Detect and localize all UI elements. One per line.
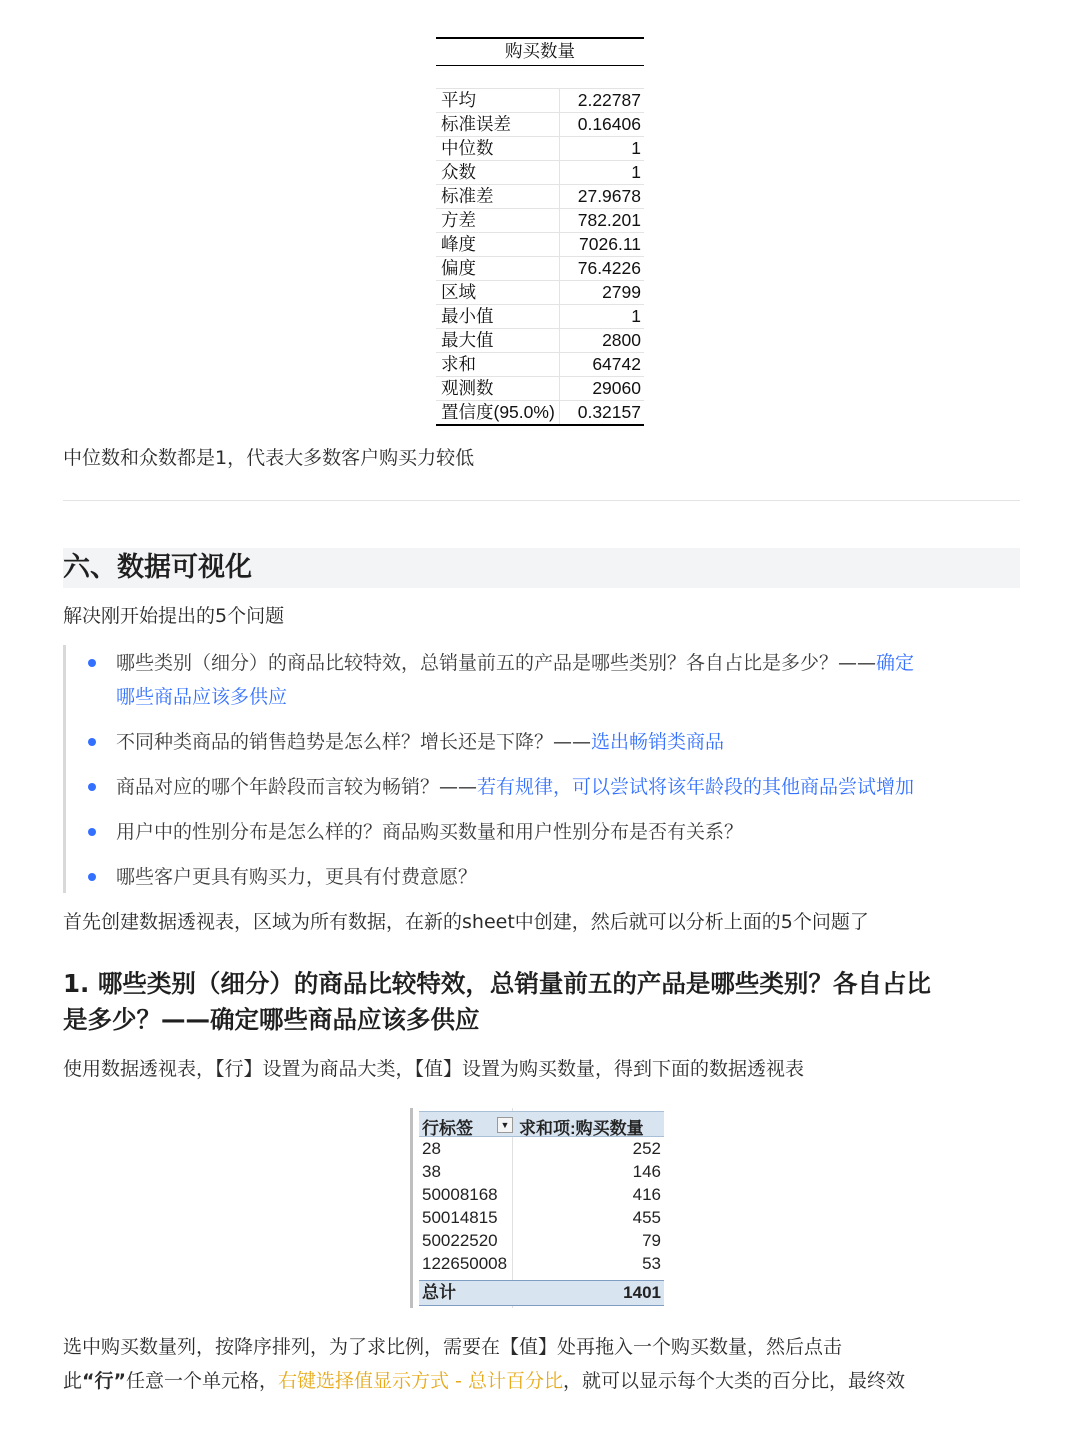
subheading <box>63 966 1020 1038</box>
category-id: 122650008 <box>422 1254 508 1273</box>
table-row <box>436 113 644 137</box>
purchase-sum: 252 <box>632 1139 661 1158</box>
stat-label: 中位数 <box>436 137 560 160</box>
purchase-sum: 79 <box>642 1231 661 1250</box>
stat-label: 最大值 <box>436 329 560 352</box>
stat-value: 64742 <box>592 354 641 374</box>
stat-value: 1 <box>631 306 641 326</box>
sum-header: 求和项:购买数量 <box>519 1119 644 1138</box>
table-row <box>436 257 644 281</box>
category-id: 50022520 <box>422 1231 498 1250</box>
stats-table-body <box>436 89 644 426</box>
table-row <box>436 137 644 161</box>
purchase-sum: 53 <box>642 1254 661 1273</box>
total-label: 总计 <box>422 1283 456 1302</box>
stat-value: 2800 <box>602 330 641 350</box>
list-item <box>116 814 743 850</box>
purchase-sum: 416 <box>632 1185 661 1204</box>
question-link[interactable]: 确定 <box>876 652 915 674</box>
pivot-intro-paragraph: 首先创建数据透视表，区域为所有数据，在新的sheet中创建，然后就可以分析上面的5个问题了 <box>63 911 869 933</box>
question-text: 不同种类商品的销售趋势是怎么样？增长还是下降？—— <box>116 731 592 753</box>
purchase-sum: 146 <box>632 1162 661 1181</box>
filter-dropdown-icon[interactable]: ▼ <box>497 1117 513 1133</box>
category-id: 50008168 <box>422 1185 498 1204</box>
question-text: 用户中的性别分布是怎么样的？商品购买数量和用户性别分布是否有关系？ <box>116 821 744 843</box>
stat-value: 0.32157 <box>577 402 641 422</box>
stats-table-header: 购买数量 <box>436 37 644 66</box>
sort-paragraph-line <box>63 1366 905 1396</box>
stat-value: 27.9678 <box>577 186 641 206</box>
stats-table-spacer <box>436 66 644 89</box>
stat-value: 2799 <box>602 282 641 302</box>
questions-quote-block <box>63 645 1026 893</box>
table-row[interactable] <box>419 1160 664 1183</box>
section-heading: 六、数据可视化 <box>63 548 1020 588</box>
table-row <box>436 209 644 233</box>
median-mode-paragraph: 中位数和众数都是1，代表大多数客户购买力较低 <box>63 447 475 469</box>
bullet-icon <box>88 738 96 746</box>
list-item-continuation <box>116 679 287 715</box>
divider <box>63 500 1020 501</box>
stat-label: 求和 <box>436 353 560 376</box>
table-row <box>436 401 644 426</box>
pivot-header-row <box>419 1111 664 1137</box>
stat-label: 最小值 <box>436 305 560 328</box>
question-link[interactable]: 若有规律，可以尝试将该年龄段的其他商品尝试增加 <box>477 776 915 798</box>
stat-label: 标准误差 <box>436 113 560 136</box>
stat-label: 偏度 <box>436 257 560 280</box>
purchase-sum: 455 <box>632 1208 661 1227</box>
table-row <box>436 281 644 305</box>
text-run: 此 <box>63 1370 83 1392</box>
stat-value: 76.4226 <box>577 258 641 278</box>
highlighted-text: 右键选择值显示方式 - 总计百分比 <box>278 1370 563 1392</box>
category-id: 28 <box>422 1139 441 1158</box>
table-row <box>436 353 644 377</box>
stat-value: 0.16406 <box>577 114 641 134</box>
total-value: 1401 <box>623 1283 661 1302</box>
pivot-setup-paragraph: 使用数据透视表，【行】设置为商品大类，【值】设置为购买数量，得到下面的数据透视表 <box>63 1058 805 1080</box>
stat-value: 1 <box>631 162 641 182</box>
intro-paragraph: 解决刚开始提出的5个问题 <box>63 605 285 627</box>
table-row <box>436 161 644 185</box>
stat-value: 1 <box>631 138 641 158</box>
stat-label: 区域 <box>436 281 560 304</box>
pivot-table <box>410 1108 675 1308</box>
table-row <box>436 185 644 209</box>
sort-paragraph-line: 选中购买数量列，按降序排列，为了求比例，需要在【值】处再拖入一个购买数量，然后点击 <box>63 1336 843 1358</box>
category-id: 50014815 <box>422 1208 498 1227</box>
table-row[interactable] <box>419 1206 664 1229</box>
stat-label: 观测数 <box>436 377 560 400</box>
list-item <box>116 859 477 895</box>
subheading-line: 1. 哪些类别（细分）的商品比较特效，总销量前五的产品是哪些类别？各自占比 <box>63 969 931 998</box>
table-row <box>436 329 644 353</box>
stat-label: 置信度(95.0%) <box>436 401 560 424</box>
list-item <box>116 769 914 805</box>
question-text: 哪些客户更具有购买力，更具有付费意愿？ <box>116 866 478 888</box>
table-row[interactable] <box>419 1229 664 1252</box>
question-link[interactable]: 哪些商品应该多供应 <box>116 686 288 708</box>
table-row <box>436 377 644 401</box>
pivot-total-row <box>419 1280 664 1306</box>
table-row[interactable] <box>419 1137 664 1160</box>
stat-value: 29060 <box>592 378 641 398</box>
row-labels-header: 行标签 <box>422 1119 473 1138</box>
subheading-line: 是多少？——确定哪些商品应该多供应 <box>63 1005 480 1034</box>
stat-value: 7026.11 <box>579 234 641 254</box>
category-id: 38 <box>422 1162 441 1181</box>
question-link[interactable]: 选出畅销类商品 <box>591 731 725 753</box>
table-row[interactable] <box>419 1183 664 1206</box>
text-run: 任意一个单元格， <box>126 1370 279 1392</box>
list-item <box>116 645 914 681</box>
bullet-icon <box>88 828 96 836</box>
text-run: ，就可以显示每个大类的百分比，最终效 <box>562 1370 905 1392</box>
stat-label: 平均 <box>436 89 560 112</box>
stat-value: 782.201 <box>577 210 641 230</box>
question-text: 哪些类别（细分）的商品比较特效，总销量前五的产品是哪些类别？各自占比是多少？—— <box>116 652 877 674</box>
stat-label: 峰度 <box>436 233 560 256</box>
stat-label: 众数 <box>436 161 560 184</box>
descriptive-stats-table <box>436 37 644 426</box>
table-row <box>436 89 644 113</box>
bullet-icon <box>88 783 96 791</box>
stat-label: 标准差 <box>436 185 560 208</box>
question-text: 商品对应的哪个年龄段而言较为畅销？—— <box>116 776 478 798</box>
table-row[interactable] <box>419 1252 664 1275</box>
stat-label: 方差 <box>436 209 560 232</box>
bullet-icon <box>88 873 96 881</box>
table-row <box>436 305 644 329</box>
bullet-icon <box>88 659 96 667</box>
list-item <box>116 724 724 760</box>
table-row <box>436 233 644 257</box>
stat-value: 2.22787 <box>577 90 641 110</box>
bold-text: “行” <box>82 1370 126 1392</box>
